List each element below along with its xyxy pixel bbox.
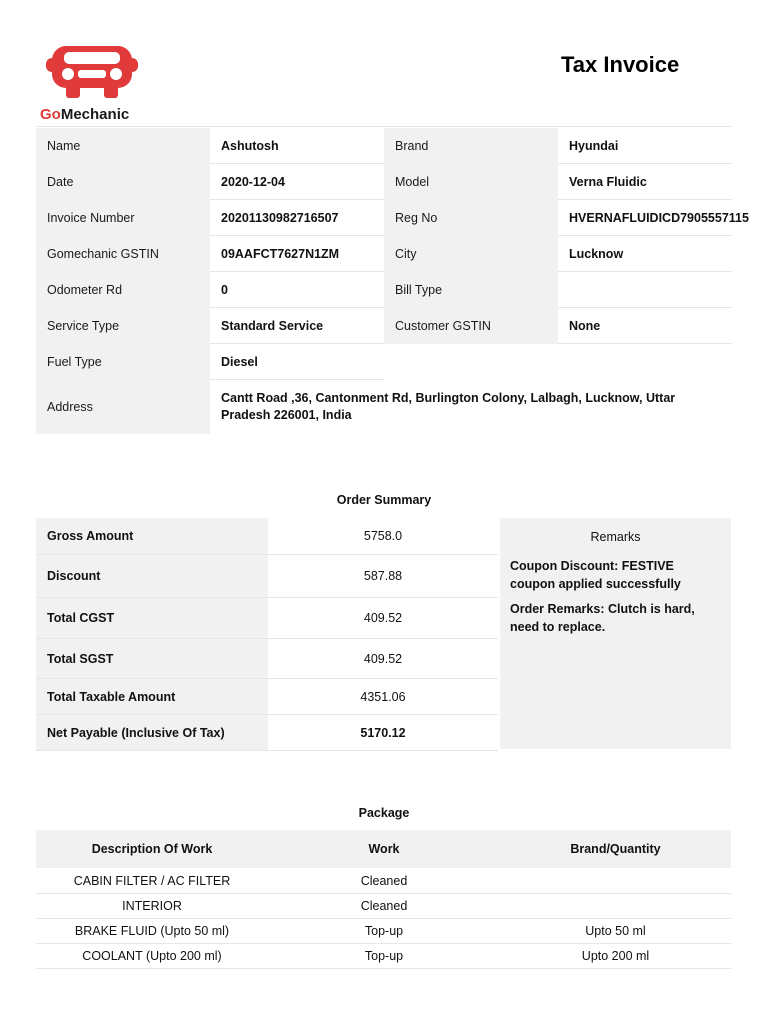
work-description: BRAKE FLUID (Upto 50 ml) [74, 924, 230, 938]
brand-quantity: Upto 50 ml [585, 924, 646, 938]
gomechanic-logo [40, 40, 144, 124]
info-label: City [384, 236, 558, 272]
remarks-header: Remarks [590, 529, 641, 544]
summary-row-net-payable [36, 715, 498, 751]
info-label: Service Type [36, 308, 210, 344]
info-value: Hyundai [558, 128, 732, 164]
info-label: Brand [384, 128, 558, 164]
info-row [36, 128, 732, 164]
info-row [36, 308, 732, 344]
summary-value: 4351.06 [360, 689, 406, 704]
logo-go: Go [40, 106, 61, 123]
summary-value: 409.52 [363, 651, 403, 666]
logo-wordmark [40, 106, 129, 123]
summary-label: Gross Amount [36, 518, 268, 554]
brand-quantity: Upto 200 ml [581, 949, 650, 963]
address-value: Cantt Road ,36, Cantonment Rd, Burlington Colony, Lalbagh, Lucknow, Uttar Pradesh 226001, India [221, 391, 676, 422]
work-type: Top-up [364, 924, 404, 938]
work-description: INTERIOR [122, 899, 182, 913]
info-label: Fuel Type [36, 344, 210, 380]
summary-row [36, 598, 498, 639]
logo-mechanic: Mechanic [60, 106, 130, 123]
work-type: Cleaned [360, 873, 408, 888]
info-value: None [558, 308, 732, 344]
info-value: HVERNAFLUIDICD7905557115 [558, 200, 732, 236]
info-label: Odometer Rd [36, 272, 210, 308]
info-row [36, 200, 749, 236]
info-value: Verna Fluidic [558, 164, 732, 200]
order-summary-table [36, 518, 498, 751]
work-description: COOLANT (Upto 200 ml) [82, 949, 222, 963]
summary-label: Total CGST [36, 598, 268, 638]
remarks-panel [500, 518, 731, 749]
summary-row [36, 518, 498, 555]
info-value: Standard Service [210, 308, 384, 344]
remark-order: Order Remarks: Clutch is hard, need to replace. [510, 602, 695, 634]
summary-label: Discount [36, 555, 268, 597]
column-header: Brand/Quantity [570, 842, 661, 856]
info-row [36, 236, 732, 272]
info-value: 0 [210, 272, 384, 308]
work-description: CABIN FILTER / AC FILTER [73, 873, 231, 888]
document-title: Tax Invoice [561, 52, 680, 77]
package-table [36, 830, 731, 969]
summary-label: Total Taxable Amount [36, 679, 268, 714]
brand-quantity [500, 868, 731, 893]
address-label: Address [36, 380, 210, 434]
info-value: 20201130982716507 [210, 200, 384, 236]
table-row [36, 944, 731, 969]
info-value: 09AAFCT7627N1ZM [210, 236, 384, 272]
info-label: Customer GSTIN [384, 308, 558, 344]
info-label: Reg No [384, 200, 558, 236]
remark-coupon: Coupon Discount: FESTIVE coupon applied successfully [510, 559, 681, 591]
info-label: Model [384, 164, 558, 200]
summary-value: 409.52 [363, 611, 403, 625]
customer-info-table [36, 128, 749, 434]
net-payable-value: 5170.12 [360, 725, 406, 740]
info-value: 2020-12-04 [210, 164, 384, 200]
summary-row [36, 555, 498, 598]
table-row [36, 868, 731, 894]
order-summary-title: Order Summary [336, 493, 432, 507]
column-header: Work [368, 842, 400, 856]
package-title: Package [358, 806, 410, 820]
work-type: Cleaned [360, 899, 408, 913]
header-divider [36, 126, 732, 127]
summary-label: Net Payable (Inclusive Of Tax) [36, 715, 268, 750]
info-label: Invoice Number [36, 200, 210, 236]
info-value [558, 272, 732, 308]
table-row [36, 919, 731, 944]
package-header-row [36, 830, 731, 868]
address-row [36, 380, 732, 434]
summary-label: Total SGST [36, 639, 268, 678]
info-row [36, 164, 732, 200]
table-row [36, 894, 731, 919]
info-value: Ashutosh [210, 128, 384, 164]
brand-quantity [500, 894, 731, 918]
car-wrench-icon [44, 40, 140, 100]
info-value: Diesel [210, 344, 384, 380]
info-row [36, 344, 732, 380]
column-header: Description Of Work [91, 842, 213, 856]
summary-row [36, 639, 498, 679]
summary-row [36, 679, 498, 715]
info-label: Name [36, 128, 210, 164]
summary-value: 587.88 [363, 569, 403, 583]
work-type: Top-up [364, 949, 404, 963]
info-value: Lucknow [558, 236, 732, 272]
info-row [36, 272, 732, 308]
info-label: Gomechanic GSTIN [36, 236, 210, 272]
summary-value: 5758.0 [363, 529, 403, 543]
info-label: Bill Type [384, 272, 558, 308]
info-label: Date [36, 164, 210, 200]
